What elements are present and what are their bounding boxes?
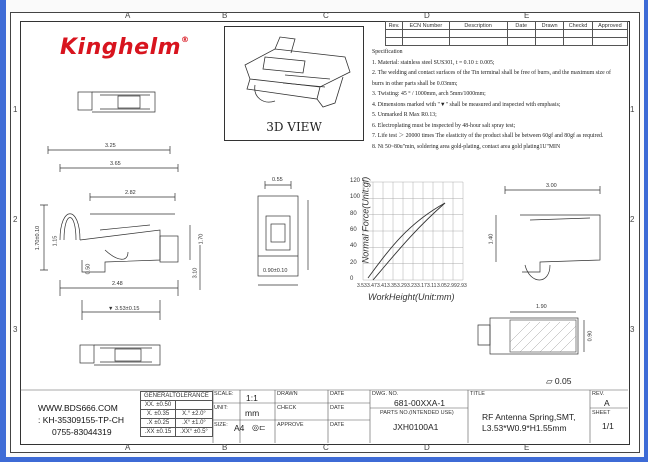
tol-row-3b: .X° ±1.0° [176,419,213,428]
dim-3-25: 3.25 [105,143,116,149]
chart-y-tick: 20 [350,259,357,266]
tol-row-1a: XX. ±0.50 [141,401,176,410]
chart-x-tick: 3.47 [367,283,377,289]
spec-item-8: 8. Ni 50~80u"min, soldering area gold-plating, contact area gold plating1U"MIN [372,143,561,150]
dim-1-70: 1.70±0.10 [35,225,42,251]
zone-b: B [222,11,228,20]
tol-row-2a: X. ±0.35 [141,410,176,419]
dim-1-70-b: 1.70 [198,233,205,245]
tol-row-2b: X.° ±2.0° [176,410,213,419]
title-label: TITLE [470,391,485,397]
spec-item-5: 5. Unmarked R Max R0.13; [372,112,437,118]
dim-3-00: 3.00 [546,183,557,189]
chart-x-tick: 3.35 [387,283,397,289]
chart-x-tick: 2.99 [447,283,457,289]
view-3d-label: 3D VIEW [266,120,322,134]
date-label-2: DATE [330,405,345,411]
tol-row-4b: .XX° ±0.5° [176,428,213,437]
sheet-value: 1/1 [602,421,614,431]
zone-e-bottom: E [524,443,530,452]
projection-icon: ◎⊏ [252,423,266,432]
chart-y-tick: 0 [350,276,354,282]
chart-ylabel: Normal Force(Unit:gf) [360,176,371,264]
spec-item-2: 2. The welding and contact surfaces of the Tin terminal shall be free of burrs, and the maximum size of burrs in other parts shall be 0.03mm; [372,70,611,87]
zone-1-right: 1 [630,105,635,114]
dim-0-55: 0.55 [272,177,283,183]
drawing-title: RF Antenna Spring,SMT, [482,412,576,422]
date-label-1: DATE [330,391,345,397]
sheet-label: SHEET [592,410,611,416]
zone-1: 1 [13,105,18,114]
website-text: WWW.BDS666.COM [38,403,118,413]
scale-value: 1:1 [246,393,258,403]
chart-xlabel: WorkHeight(Unit:mm) [368,292,455,302]
zone-c: C [323,11,329,20]
zone-2: 2 [13,215,18,224]
dim-3-10: 3.10 [192,267,199,279]
rev-col-desc: Description [449,22,507,30]
drawn-label: DRAWN [277,391,298,397]
chart-y-tick: 120 [350,178,361,184]
zone-e: E [524,11,530,20]
rev-col-checkd: Checkd [564,22,592,30]
dim-0-90-b: 0.90 [587,330,594,342]
dim-0-90: 0.90±0.10 [263,268,288,274]
tolerance-header: GENERALTOLERANCE [141,392,213,401]
parts-no-label: PARTS NO.(INTENDED USE) [380,410,454,416]
chart-x-tick: 3.11 [427,283,437,289]
chart-x-tick: 3.29 [397,283,407,289]
zone-c-bottom: C [323,443,329,452]
rev-label: REV. [592,391,605,397]
dim-2-82: 2.82 [125,190,136,196]
check-label: CHECK [277,405,297,411]
flatness-value: 0.05 [554,376,572,386]
chart-y-tick: 60 [350,227,357,233]
zone-a-bottom: A [125,443,131,452]
drawing-subtitle: L3.53*W0.9*H1.55mm [482,423,567,433]
chart-x-tick: 3.23 [407,283,417,289]
dim-0-50: 0.50 [85,263,92,275]
size-value: A4 [234,423,245,433]
spec-title: Specification [372,49,403,55]
parts-no-value: JXH0100A1 [393,422,439,432]
rev-col-ecn: ECN Number [403,22,450,30]
spec-item-1: 1. Material: stainless steel SUS301, t = 0.10 ± 0.005; [372,59,495,66]
rev-value: A [604,398,610,408]
zone-3-right: 3 [630,325,635,334]
spec-item-7: 7. Life test ＞ 20000 times The elasticity of the product shall be between 60gf and 80gf as required. [372,133,604,139]
approve-label: APPROVE [277,422,304,428]
dim-3-53: ▼ 3.53±0.15 [108,306,140,312]
dim-2-48: 2.48 [112,281,123,287]
chart-y-tick: 80 [350,210,357,217]
dim-3-65: 3.65 [110,161,121,167]
date-label-3: DATE [330,422,345,428]
size-label: SIZE: [214,422,228,428]
chart-x-tick: 2.93 [457,283,467,289]
chart-y-tick: 40 [350,243,357,250]
scale-label: SCALE: [214,391,234,397]
tol-row-4a: .XX ±0.15 [141,428,176,437]
chart-x-tick: 3.53 [357,283,367,289]
dim-1-15: 1.15 [52,235,59,247]
spec-item-6: 6. Electroplating must be inspected by 48-hour salt spray test; [372,122,516,129]
phone-text: 0755-83044319 [52,427,112,437]
rev-col-drawn: Drawn [535,22,563,30]
dwg-no-label: DWG. NO. [372,391,399,397]
chart-x-tick: 3.17 [417,283,427,289]
zone-d-bottom: D [424,443,430,452]
flatness-callout: ⏥ 0.05 [546,376,572,386]
logo-mark: ® [181,35,190,44]
rev-col-rev: Rev. [386,22,403,30]
part-number-text: : KH-35309155-TP-CH [38,415,124,425]
chart-x-tick: 3.41 [377,283,387,289]
logo-text: Kinghelm [60,35,182,60]
unit-value: mm [245,408,260,418]
zone-3: 3 [13,325,18,334]
spec-item-4: 4. Dimensions marked with "▼" shall be measured and inspected with emphasis; [372,101,561,108]
chart-x-tick: 3.05 [437,283,447,289]
dim-1-90: 1.90 [536,304,547,310]
rev-col-approved: Approved [592,22,627,30]
dwg-no-value: 681-00XXA-1 [394,398,446,408]
spec-item-3: 3. Twisting: 45 ° / 1000mm, arch 5mm/1000mm; [372,91,486,97]
zone-a: A [125,11,131,20]
dim-1-40: 1.40 [488,233,495,245]
zone-d: D [424,11,430,20]
zone-2-right: 2 [630,215,635,224]
tol-row-3a: .X ±0.25 [141,419,176,428]
rev-col-date: Date [507,22,535,30]
chart-y-tick: 100 [350,194,361,201]
zone-b-bottom: B [222,443,228,452]
unit-label: UNIT: [214,405,228,411]
